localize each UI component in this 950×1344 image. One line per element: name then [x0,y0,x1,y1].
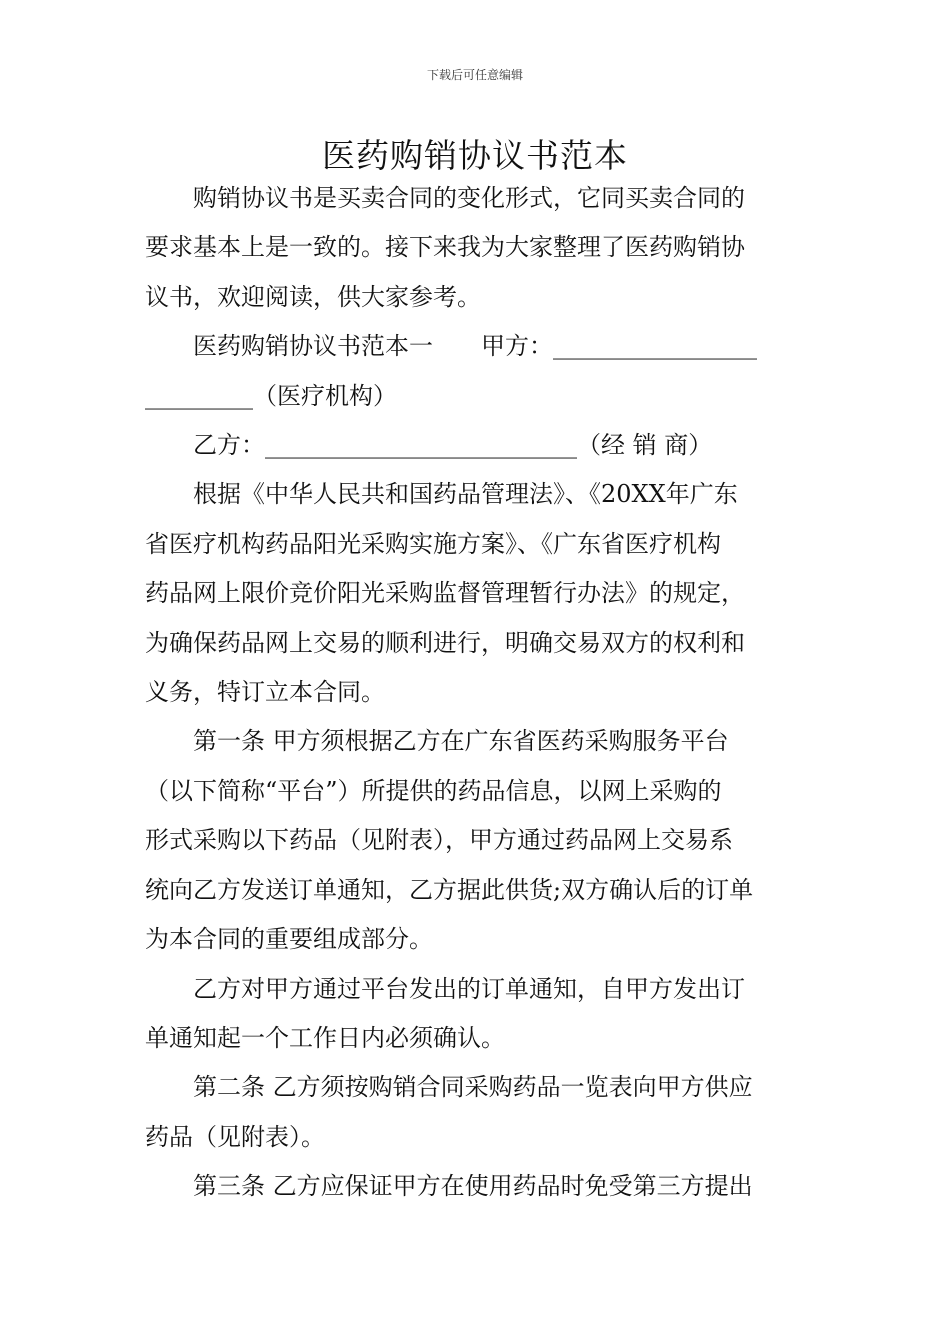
body-line: 乙方对甲方通过平台发出的订单通知，自甲方发出订 [145,974,745,1003]
body-line: 要求基本上是一致的。接下来我为大家整理了医药购销协 [145,233,745,262]
body-line: 统向乙方发送订单通知，乙方据此供货;双方确认后的订单 [145,875,754,904]
body-line: 第二条 乙方须按购销合同采购药品一览表向甲方供应 [145,1073,753,1102]
body-line: 医药购销协议书范本一 甲方：_________________ [145,332,757,361]
body-line: 根据《中华人民共和国药品管理法》、《20XX年广东 [145,480,738,509]
body-line: 第一条 甲方须根据乙方在广东省医药采购服务平台 [145,727,729,756]
body-line: 为本合同的重要组成部分。 [145,925,433,954]
body-line: 义务，特订立本合同。 [145,678,385,707]
body-line: 议书，欢迎阅读，供大家参考。 [145,282,481,311]
body-line: 第三条 乙方应保证甲方在使用药品时免受第三方提出 [145,1172,753,1201]
body-line: 省医疗机构药品阳光采购实施方案》、《广东省医疗机构 [145,529,721,558]
body-line: 形式采购以下药品（见附表），甲方通过药品网上交易系 [145,826,733,855]
document-title: 医药购销协议书范本 [322,136,628,175]
body-line: 药品网上限价竞价阳光采购监督管理暂行办法》的规定， [145,579,745,608]
body-line: 为确保药品网上交易的顺利进行，明确交易双方的权利和 [145,628,745,657]
body-line: _________（医疗机构） [145,381,397,410]
document-body [145,174,807,1212]
body-line: 单通知起一个工作日内必须确认。 [145,1023,505,1052]
header-note: 下载后可任意编辑 [426,68,523,82]
body-line: 购销协议书是买卖合同的变化形式，它同买卖合同的 [145,184,745,212]
body-line: 药品（见附表）。 [145,1122,325,1151]
body-line: 乙方：__________________________（经 销 商） [145,431,713,460]
body-line: （以下简称“平台”）所提供的药品信息，以网上采购的 [145,776,722,805]
